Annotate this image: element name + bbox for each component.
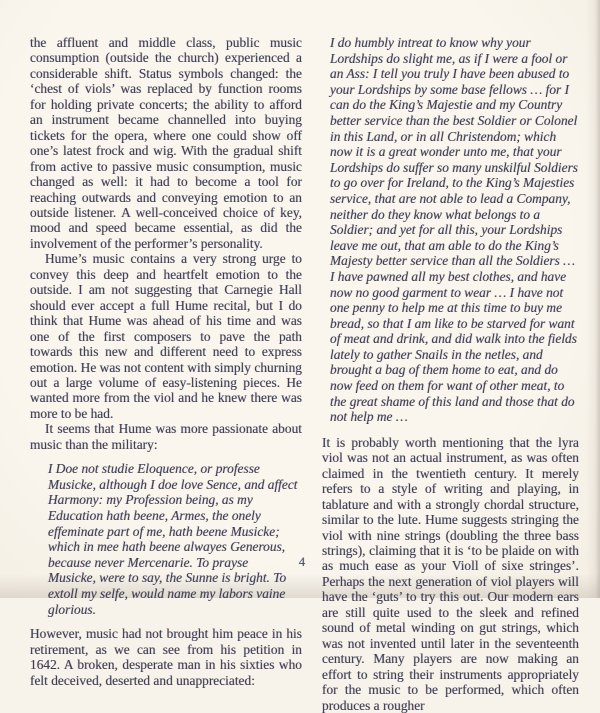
paragraph-humes-music: Hume’s music contains a very strong urge to convey this deep and heartfelt emotion to the outside. I am not suggesting that Carnegie Hall should ever accept a full Hume recital, but I do think that Hume was ahead of his time and was one of the first composers to pave the path towards this new and different need to express emotion. He was not content with simply churning out a large volume of easy-listening pieces. He wanted more from the viol and he knew there was more to be had. [30, 251, 302, 421]
paragraph-it-seems: It seems that Hume was more passionate about music than the military: [30, 421, 302, 452]
paragraph-continuation: the affluent and middle class, public music consumption (outside the church) experienced a considerable shift. Status symbols changed: the ‘chest of viols’ was replaced by function rooms for holding private concerts; the ability to afford an instrument became channelled into buying tickets for the opera, where one could show off one’s latest frock and wig. With the gradual shift from active to passive music consumption, music changed as well: it had to become a tool for reaching outwards and conveying emotion to an outside listener. A well-conceived choice of key, mood and speed became essential, as did the involvement of the performer’s personality. [30, 35, 302, 251]
right-column [322, 35, 579, 713]
left-column [30, 35, 302, 688]
paragraph-however: However, music had not brought him peace in his retirement, as we can see from his petition in 1642. A broken, desperate man in his sixties who felt deceived, deserted and unappreciated: [30, 626, 302, 688]
paragraph-lyra-viol: It is probably worth mentioning that the lyra viol was not an actual instrument, as was often claimed in the twentieth century. It merely refers to a style of writing and playing, in tablature and with a strongly chordal structure, similar to the lute. Hume suggests stringing the viol with nine strings (doubling the three bass strings), claiming that it is ‘to be plaide on with as much ease as your Violl of sixe stringes’. Perhaps the next generation of viol players will have the ‘guts’ to try this out. Our modern ears are still quite used to the sleek and refined sound of metal winding on gut strings, which was not invented until later in the seventeenth century. Many players are now making an effort to string their instruments appropriately for the music to be performed, which often produces a rougher [322, 434, 579, 713]
quote-hume-eloquence: I Doe not studie Eloquence, or professe Musicke, although I doe love Sence, and affect Harmony: my Profession being, as my Education hath beene, Armes, the onely effeminate part of me, hath beene Musicke; which in mee hath beene alwayes Generous, because never Mercenarie. To prayse Musicke, were to say, the Sunne is bright. To extoll my selfe, would name my labors vaine glorious. [48, 461, 298, 617]
quote-hume-petition: I do humbly intreat to know why your Lordships do slight me, as if I were a fool or an Ass: I tell you truly I have been abused to your Lordships by some base fellows … for I can do the King’s Majestie and my Country better service than the best Soldier or Colonel in this Land, or in all Christendom; which now it is a great wonder unto me, that your Lordships do suffer so many unskilful Soldiers to go over for Ireland, to the King’s Majesties service, that are not able to lead a Company, neither do they know what belongs to a Soldier; and yet for all this, your Lordships leave me out, that am able to do the King’s Majesty better service than all the Soldiers … I have pawned all my best clothes, and have now no good garment to wear … I have not one penny to help me at this time to buy me bread, so that I am like to be starved for want of meat and drink, and did walk into the fields lately to gather Snails in the netles, and brought a bag of them home to eat, and do now feed on them for want of other meat, to the great shame of this land and those that do not help me … [330, 35, 578, 425]
page-number: 4 [298, 555, 306, 569]
